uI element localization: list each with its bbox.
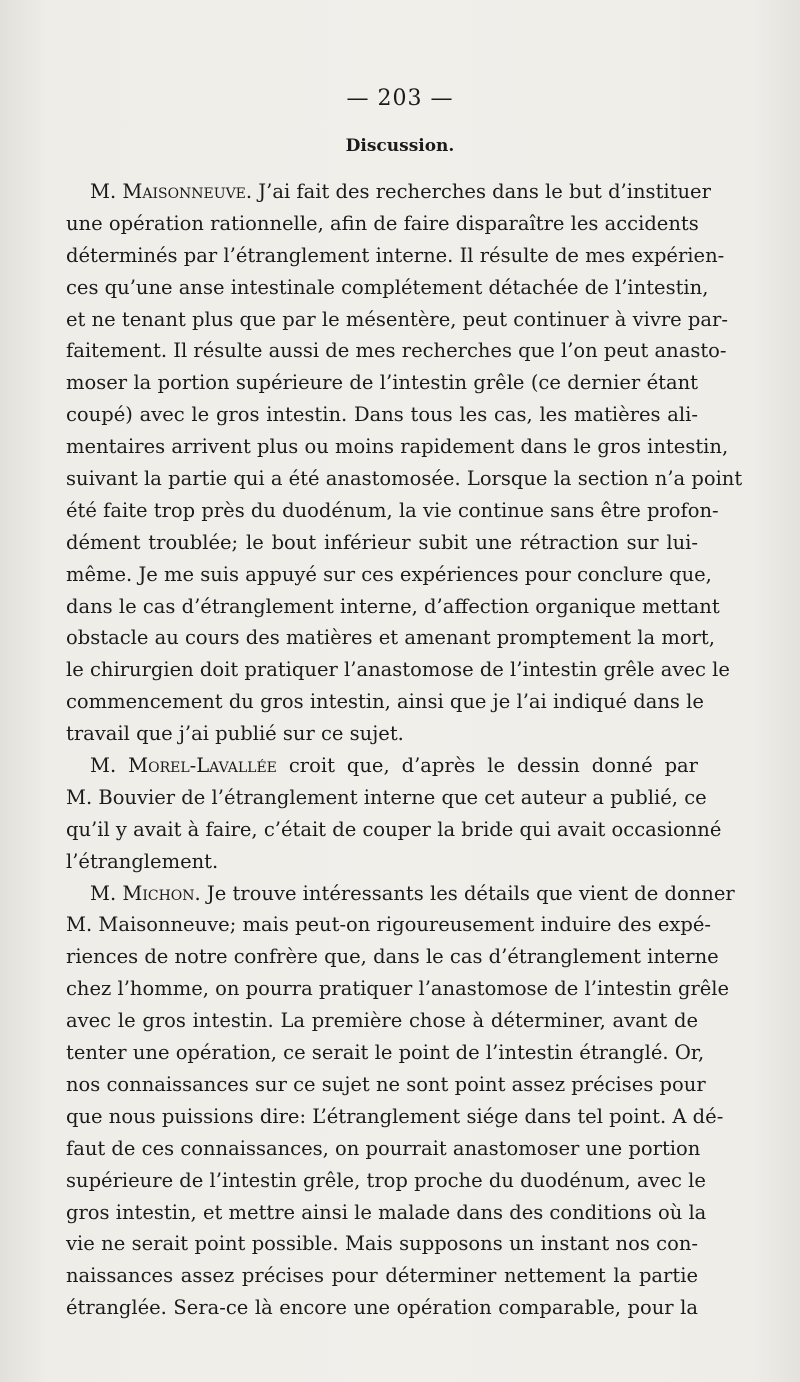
text-line: que nous puissions dire: L’étranglement siége dans tel point. A dé- [66,1104,724,1128]
text-line: M. Bouvier de l’étranglement interne que cet auteur a publié, ce [66,785,707,809]
text-line: mentaires arrivent plus ou moins rapidement dans le gros intestin, [66,435,729,459]
text-line: M. Maisonneuve; mais peut-on rigoureusement induire des expé- [66,913,711,937]
section-title: Discussion. [345,136,455,156]
text-line: ces qu’une anse intestinale complétement détachée de l’intestin, [66,275,709,299]
text-line: déterminés par l’étranglement interne. Il résulte de mes expérien- [66,243,725,267]
page-number: — 203 — [346,86,454,111]
speaker-prefix: M. [90,180,117,203]
text-line: travail que j’ai publié sur ce sujet. [66,722,404,746]
text-line: nos connaissances sur ce sujet ne sont point assez précises pour [66,1072,706,1096]
text-line: vie ne serait point possible. Mais supposons un instant nos con- [66,1232,698,1256]
text-line: même. Je me suis appuyé sur ces expériences pour conclure que, [66,562,712,586]
text-line [66,176,711,208]
line-text: Je trouve intéressants les détails que vient de donner [200,881,735,905]
text-line: coupé) avec le gros intestin. Dans tous les cas, les matières ali- [66,403,698,427]
speaker-name: Maisonneuve. [122,180,253,203]
text-line: dans le cas d’étranglement interne, d’affection organique mettant [66,594,720,618]
text-line: gros intestin, et mettre ainsi le malade dans des conditions où la [66,1200,707,1224]
text-line [66,750,698,782]
paragraph-morel-lavallee [66,750,722,878]
text-line: tenter une opération, ce serait le point de l’intestin étranglé. Or, [66,1041,705,1065]
text-line: été faite trop près du duodénum, la vie continue sans être profon- [66,498,719,522]
text-line: chez l’homme, on pourra pratiquer l’anastomose de l’intestin grêle [66,977,730,1001]
speaker-name: Michon. [122,881,201,905]
text-line: commencement du gros intestin, ainsi que je l’ai indiqué dans le [66,690,704,714]
text-line: étranglée. Sera-ce là encore une opération comparable, pour la [66,1296,698,1320]
text-line: et ne tenant plus que par le mésentère, peut continuer à vivre par- [66,307,728,331]
line-text: J’ai fait des recherches dans le but d’instituer [252,180,711,203]
line-text: croit que, d’après le dessin donné par [276,754,698,778]
text-line: moser la portion supérieure de l’intestin grêle (ce dernier étant [66,371,698,395]
speaker-prefix: M. [90,754,117,778]
paragraph-maisonneuve [66,176,743,750]
text-line: dément troublée; le bout inférieur subit une rétraction sur lui- [66,530,698,554]
text-line: une opération rationnelle, afin de faire disparaître les accidents [66,211,699,235]
text-line: supérieure de l’intestin grêle, trop proche du duodénum, avec le [66,1168,706,1192]
text-line: avec le gros intestin. La première chose à déterminer, avant de [66,1009,698,1033]
text-line [66,878,735,910]
text-line: l’étranglement. [66,849,219,873]
text-line: riences de notre confrère que, dans le cas d’étranglement interne [66,945,719,969]
speaker-name: Morel-Lavallée [128,754,277,778]
paragraph-michon [66,878,735,1324]
text-line: faitement. Il résulte aussi de mes recherches que l’on peut anasto- [66,339,727,363]
text-line: faut de ces connaissances, on pourrait anastomoser une portion [66,1136,701,1160]
text-line: suivant la partie qui a été anastomosée. Lorsque la section n’a point [66,467,743,491]
text-line: le chirurgien doit pratiquer l’anastomose de l’intestin grêle avec le [66,658,730,682]
text-line: naissances assez précises pour déterminer nettement la partie [66,1264,698,1288]
text-line: obstacle au cours des matières et amenant promptement la mort, [66,626,715,650]
speaker-prefix: M. [90,881,117,905]
text-line: qu’il y avait à faire, c’était de couper la bride qui avait occasionné [66,817,722,841]
body-text [66,176,743,1324]
